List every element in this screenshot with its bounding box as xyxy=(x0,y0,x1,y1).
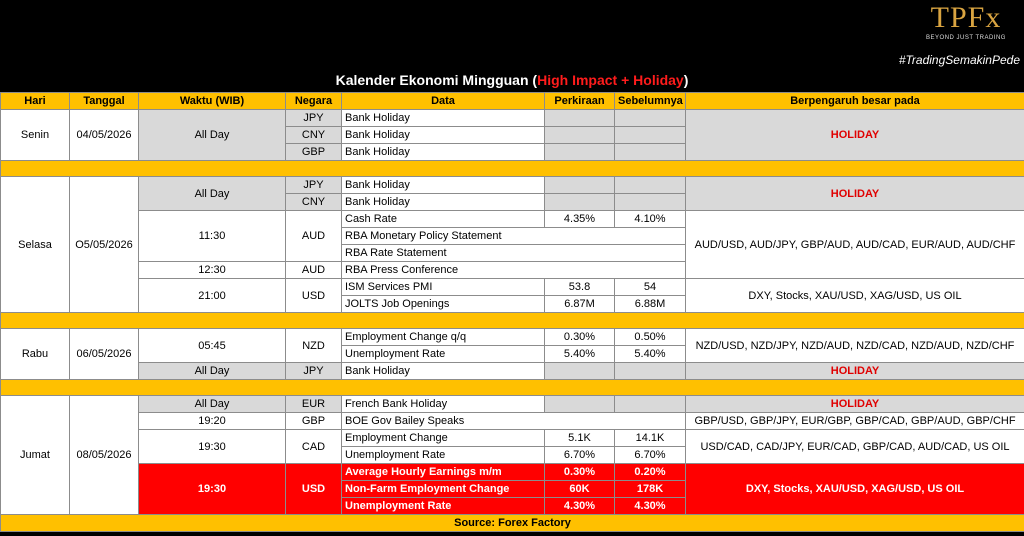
col-header-sebelumnya: Sebelumnya xyxy=(615,93,686,110)
separator-row xyxy=(1,161,1024,177)
time-cell: All Day xyxy=(139,363,286,380)
time-cell: 19:30 xyxy=(139,464,286,515)
col-header-berpengaruh: Berpengaruh besar pada xyxy=(686,93,1024,110)
time-cell: 19:20 xyxy=(139,413,286,430)
previous-cell: 6.88M xyxy=(615,296,686,313)
event-cell: RBA Monetary Policy Statement xyxy=(342,228,686,245)
country-cell: GBP xyxy=(286,413,342,430)
previous-cell: 54 xyxy=(615,279,686,296)
event-cell: RBA Rate Statement xyxy=(342,245,686,262)
event-cell: Bank Holiday xyxy=(342,144,545,161)
event-cell: Bank Holiday xyxy=(342,177,545,194)
previous-cell xyxy=(615,127,686,144)
forecast-cell: 60K xyxy=(545,481,615,498)
col-header-hari: Hari xyxy=(1,93,70,110)
country-cell: NZD xyxy=(286,329,342,363)
previous-cell: 5.40% xyxy=(615,346,686,363)
country-cell: CAD xyxy=(286,430,342,464)
previous-cell xyxy=(615,194,686,211)
title-end: ) xyxy=(683,72,689,88)
previous-cell: 6.70% xyxy=(615,447,686,464)
impact-cell: HOLIDAY xyxy=(686,177,1024,211)
event-cell: Cash Rate xyxy=(342,211,545,228)
previous-cell: 0.50% xyxy=(615,329,686,346)
title-highlight: High Impact + Holiday xyxy=(537,72,684,88)
forecast-cell: 0.30% xyxy=(545,464,615,481)
separator-cell xyxy=(1,380,1024,396)
impact-cell: USD/CAD, CAD/JPY, EUR/CAD, GBP/CAD, AUD/CAD, US OIL xyxy=(686,430,1024,464)
previous-cell xyxy=(615,110,686,127)
col-header-perkiraan: Perkiraan xyxy=(545,93,615,110)
event-cell: Non-Farm Employment Change xyxy=(342,481,545,498)
forecast-cell: 6.70% xyxy=(545,447,615,464)
time-cell: All Day xyxy=(139,396,286,413)
country-cell: USD xyxy=(286,464,342,515)
previous-cell: 178K xyxy=(615,481,686,498)
event-cell: ISM Services PMI xyxy=(342,279,545,296)
time-cell: 12:30 xyxy=(139,262,286,279)
forecast-cell: 6.87M xyxy=(545,296,615,313)
hashtag: #TradingSemakinPede xyxy=(898,53,1020,67)
date-cell: 08/05/2026 xyxy=(70,396,139,515)
date-cell: 06/05/2026 xyxy=(70,329,139,380)
source-cell: Source: Forex Factory xyxy=(1,515,1024,532)
logo-text: TPFx xyxy=(930,1,1002,34)
forecast-cell: 0.30% xyxy=(545,329,615,346)
country-cell: JPY xyxy=(286,110,342,127)
separator-cell xyxy=(1,313,1024,329)
event-cell: JOLTS Job Openings xyxy=(342,296,545,313)
impact-cell: DXY, Stocks, XAU/USD, XAG/USD, US OIL xyxy=(686,464,1024,515)
table-row xyxy=(1,110,1024,127)
event-cell: Unemployment Rate xyxy=(342,447,545,464)
event-cell: RBA Press Conference xyxy=(342,262,686,279)
country-cell: GBP xyxy=(286,144,342,161)
forecast-cell: 53.8 xyxy=(545,279,615,296)
day-cell: Jumat xyxy=(1,396,70,515)
day-cell: Rabu xyxy=(1,329,70,380)
impact-cell: HOLIDAY xyxy=(686,363,1024,380)
forecast-cell xyxy=(545,144,615,161)
event-cell: Bank Holiday xyxy=(342,363,545,380)
country-cell: AUD xyxy=(286,211,342,262)
country-cell: EUR xyxy=(286,396,342,413)
previous-cell xyxy=(615,177,686,194)
forecast-cell: 5.40% xyxy=(545,346,615,363)
table-row xyxy=(1,211,1024,228)
forecast-cell xyxy=(545,396,615,413)
previous-cell: 4.30% xyxy=(615,498,686,515)
time-cell: All Day xyxy=(139,110,286,161)
event-cell: Employment Change q/q xyxy=(342,329,545,346)
forecast-cell xyxy=(545,194,615,211)
event-cell: Unemployment Rate xyxy=(342,346,545,363)
title-main: Kalender Ekonomi Mingguan ( xyxy=(335,72,538,88)
impact-cell: HOLIDAY xyxy=(686,396,1024,413)
time-cell: 19:30 xyxy=(139,430,286,464)
event-cell: French Bank Holiday xyxy=(342,396,545,413)
table-row xyxy=(1,279,1024,296)
logo-tagline: BEYOND JUST TRADING xyxy=(926,35,1006,41)
impact-cell: NZD/USD, NZD/JPY, NZD/AUD, NZD/CAD, NZD/AUD, NZD/CHF xyxy=(686,329,1024,363)
page-title xyxy=(0,70,1024,90)
impact-cell: AUD/USD, AUD/JPY, GBP/AUD, AUD/CAD, EUR/AUD, AUD/CHF xyxy=(686,211,1024,279)
date-cell: 04/05/2026 xyxy=(70,110,139,161)
event-cell: Employment Change xyxy=(342,430,545,447)
table-row xyxy=(1,177,1024,194)
forecast-cell xyxy=(545,177,615,194)
table-row-highlight xyxy=(1,464,1024,481)
forecast-cell xyxy=(545,110,615,127)
source-row xyxy=(1,515,1024,532)
separator-row xyxy=(1,380,1024,396)
header-banner xyxy=(0,0,1024,92)
country-cell: JPY xyxy=(286,363,342,380)
event-cell: Bank Holiday xyxy=(342,194,545,211)
previous-cell xyxy=(615,144,686,161)
separator-row xyxy=(1,313,1024,329)
country-cell: USD xyxy=(286,279,342,313)
tpfx-logo xyxy=(916,2,1016,46)
col-header-waktu: Waktu (WIB) xyxy=(139,93,286,110)
event-cell: Bank Holiday xyxy=(342,127,545,144)
time-cell: All Day xyxy=(139,177,286,211)
table-row xyxy=(1,413,1024,430)
table-header-row xyxy=(1,93,1024,110)
col-header-negara: Negara xyxy=(286,93,342,110)
previous-cell: 14.1K xyxy=(615,430,686,447)
forecast-cell: 5.1K xyxy=(545,430,615,447)
time-cell: 05:45 xyxy=(139,329,286,363)
calendar-table xyxy=(0,92,1024,532)
impact-cell: HOLIDAY xyxy=(686,110,1024,161)
date-cell: O5/05/2026 xyxy=(70,177,139,313)
event-cell: BOE Gov Bailey Speaks xyxy=(342,413,686,430)
time-cell: 21:00 xyxy=(139,279,286,313)
previous-cell: 0.20% xyxy=(615,464,686,481)
col-header-tanggal: Tanggal xyxy=(70,93,139,110)
country-cell: CNY xyxy=(286,127,342,144)
separator-cell xyxy=(1,161,1024,177)
country-cell: AUD xyxy=(286,262,342,279)
table-row xyxy=(1,430,1024,447)
previous-cell xyxy=(615,363,686,380)
table-row xyxy=(1,363,1024,380)
impact-cell: DXY, Stocks, XAU/USD, XAG/USD, US OIL xyxy=(686,279,1024,313)
forecast-cell: 4.35% xyxy=(545,211,615,228)
event-cell: Unemployment Rate xyxy=(342,498,545,515)
day-cell: Selasa xyxy=(1,177,70,313)
forecast-cell: 4.30% xyxy=(545,498,615,515)
table-row xyxy=(1,396,1024,413)
impact-cell: GBP/USD, GBP/JPY, EUR/GBP, GBP/CAD, GBP/AUD, GBP/CHF xyxy=(686,413,1024,430)
time-cell: 11:30 xyxy=(139,211,286,262)
event-cell: Average Hourly Earnings m/m xyxy=(342,464,545,481)
country-cell: JPY xyxy=(286,177,342,194)
event-cell: Bank Holiday xyxy=(342,110,545,127)
forecast-cell xyxy=(545,127,615,144)
forecast-cell xyxy=(545,363,615,380)
day-cell: Senin xyxy=(1,110,70,161)
table-row xyxy=(1,329,1024,346)
previous-cell: 4.10% xyxy=(615,211,686,228)
previous-cell xyxy=(615,396,686,413)
country-cell: CNY xyxy=(286,194,342,211)
col-header-data: Data xyxy=(342,93,545,110)
